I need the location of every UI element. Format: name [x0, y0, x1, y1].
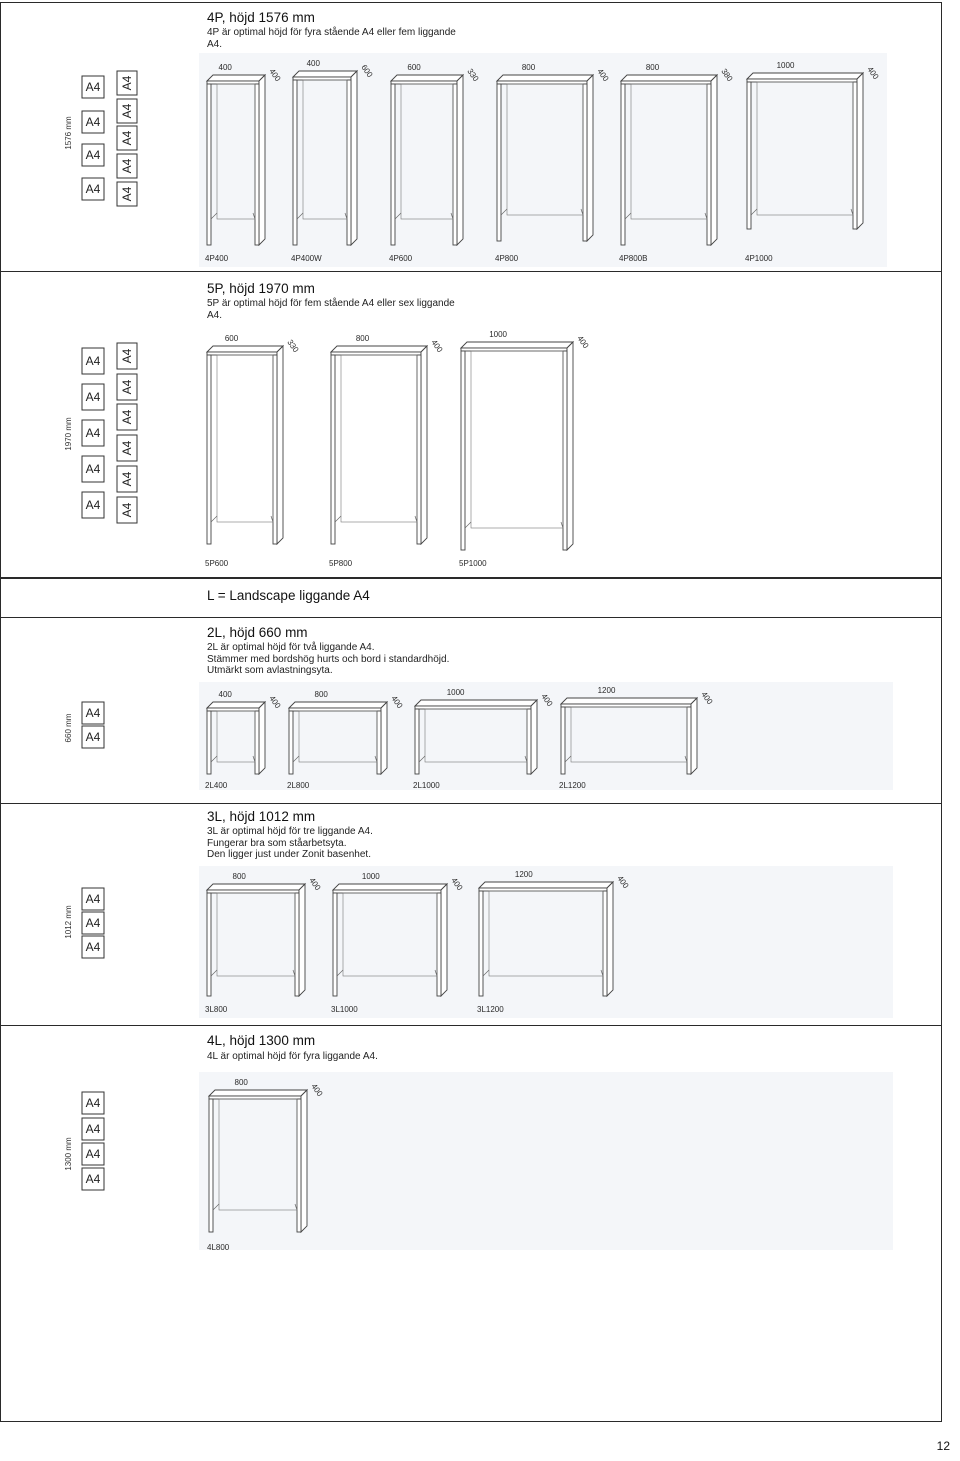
left-panel — [561, 707, 565, 774]
section-2l — [0, 618, 942, 804]
width-label: 800 — [234, 1078, 248, 1087]
top-edge — [207, 708, 259, 711]
right-panel — [255, 711, 259, 774]
side-face — [607, 882, 613, 996]
width-label: 400 — [306, 59, 320, 68]
right-panel — [437, 893, 441, 996]
width-label: 400 — [218, 63, 232, 72]
plinth-lines — [211, 756, 255, 762]
left-panel — [497, 84, 501, 241]
width-label: 1000 — [776, 61, 795, 70]
back-panel — [757, 82, 853, 215]
product-2l1000 — [413, 688, 555, 790]
plinth-lines — [625, 213, 707, 219]
side-face — [857, 73, 863, 229]
section-5p — [0, 272, 942, 578]
depth-label: 330 — [465, 66, 481, 84]
height-label: 1012 mm — [64, 905, 73, 939]
a4-stack-diagram — [64, 888, 104, 958]
figure-5p — [1, 272, 941, 576]
a4-label: A4 — [120, 440, 134, 456]
a4-label: A4 — [85, 498, 101, 512]
plinth-lines — [419, 756, 527, 762]
section-description: 4L är optimal höjd för fyra liggande A4. — [207, 1051, 378, 1062]
left-panel — [747, 82, 751, 229]
a4-label: A4 — [120, 186, 134, 202]
side-face — [421, 346, 427, 544]
right-panel — [255, 84, 259, 245]
depth-label: 400 — [429, 337, 445, 355]
landscape-heading-box — [0, 578, 942, 618]
product-4p400w — [291, 59, 375, 263]
product-4l800 — [207, 1078, 325, 1252]
top-slab — [333, 884, 447, 890]
a4-label: A4 — [85, 426, 101, 440]
top-edge — [497, 81, 587, 84]
right-panel — [687, 707, 691, 774]
landscape-heading: L = Landscape liggande A4 — [207, 588, 370, 603]
left-panel — [289, 711, 293, 774]
a4-stack-diagram — [64, 702, 104, 748]
side-face — [567, 342, 573, 550]
top-slab — [293, 71, 357, 77]
figure-4l — [1, 1026, 941, 1420]
top-slab — [621, 75, 717, 81]
right-panel — [295, 893, 299, 996]
top-slab — [207, 75, 265, 81]
product-drawings — [205, 59, 881, 263]
back-panel — [341, 355, 417, 522]
section-description: 5P är optimal höjd för fem stående A4 eller sex liggande A4. — [207, 298, 455, 321]
side-face — [259, 75, 265, 245]
section-4p — [0, 2, 942, 272]
a4-stack-diagram — [64, 343, 137, 523]
model-code: 3L1200 — [477, 1005, 504, 1014]
a4-label: A4 — [120, 348, 134, 364]
plinth-lines — [483, 970, 603, 976]
left-panel — [209, 1099, 213, 1232]
top-edge — [561, 704, 691, 707]
a4-label: A4 — [120, 158, 134, 174]
model-code: 3L1000 — [331, 1005, 358, 1014]
a4-label: A4 — [85, 892, 101, 906]
width-label: 600 — [407, 63, 421, 72]
side-face — [299, 884, 305, 996]
right-panel — [453, 84, 457, 245]
product-4p800 — [495, 63, 611, 263]
section-title: 2L, höjd 660 mm — [207, 625, 308, 640]
a4-label: A4 — [85, 1122, 101, 1136]
depth-label: 400 — [595, 66, 611, 84]
top-slab — [461, 342, 573, 348]
width-label: 800 — [355, 334, 370, 343]
product-4p600 — [389, 63, 481, 263]
back-panel — [299, 711, 377, 762]
top-edge — [331, 352, 421, 355]
width-label: 600 — [224, 334, 239, 343]
plinth-lines — [213, 1204, 297, 1210]
top-edge — [461, 348, 567, 351]
model-code: 4P800 — [495, 254, 519, 263]
right-panel — [563, 351, 567, 550]
depth-label: 400 — [389, 693, 405, 711]
model-code: 3L800 — [205, 1005, 228, 1014]
section-description: 2L är optimal höjd för två liggande A4. Stämmer med bordshög hurts och bord i standardhöjd. Utmärkt som avlastningsyta. — [207, 642, 450, 676]
a4-label: A4 — [85, 115, 101, 129]
product-3l1000 — [331, 872, 465, 1014]
top-edge — [747, 79, 857, 82]
back-panel — [425, 709, 527, 762]
top-slab — [207, 702, 265, 708]
product-drawings — [205, 870, 631, 1014]
a4-label: A4 — [85, 80, 101, 94]
plinth-lines — [211, 516, 273, 522]
top-edge — [415, 706, 531, 709]
side-face — [691, 698, 697, 774]
side-face — [381, 702, 387, 774]
side-face — [711, 75, 717, 245]
top-edge — [621, 81, 711, 84]
top-slab — [479, 882, 613, 888]
figure-3l — [1, 804, 941, 1024]
side-face — [259, 702, 265, 774]
page-number: 12 — [936, 1439, 950, 1453]
width-label: 400 — [218, 690, 232, 699]
back-panel — [219, 1099, 297, 1210]
left-panel — [479, 891, 483, 996]
a4-label: A4 — [85, 916, 101, 930]
top-edge — [209, 1096, 301, 1099]
a4-label: A4 — [120, 379, 134, 395]
product-drawings — [205, 686, 715, 790]
depth-label: 400 — [309, 1081, 325, 1099]
a4-label: A4 — [85, 390, 101, 404]
a4-stack-diagram — [64, 71, 137, 206]
left-panel — [461, 351, 465, 550]
side-face — [441, 884, 447, 996]
product-2l400 — [205, 690, 283, 790]
left-panel — [621, 84, 625, 245]
side-face — [277, 346, 283, 544]
width-label: 800 — [232, 872, 246, 881]
figure-2l — [1, 618, 941, 802]
a4-label: A4 — [85, 706, 101, 720]
section-3l — [0, 804, 942, 1026]
plinth-lines — [751, 209, 853, 215]
width-label: 1200 — [514, 870, 533, 879]
left-panel — [331, 355, 335, 544]
left-panel — [207, 711, 211, 774]
top-slab — [207, 346, 283, 352]
section-title: 4P, höjd 1576 mm — [207, 10, 315, 25]
top-slab — [415, 700, 537, 706]
depth-label: 400 — [307, 875, 323, 893]
left-panel — [415, 709, 419, 774]
depth-label: 400 — [865, 64, 881, 82]
a4-label: A4 — [120, 502, 134, 518]
model-code: 4P1000 — [745, 254, 773, 263]
right-panel — [853, 82, 857, 229]
section-description: 4P är optimal höjd för fyra stående A4 eller fem liggande A4. — [207, 27, 456, 50]
top-slab — [497, 75, 593, 81]
top-edge — [207, 81, 259, 84]
a4-label: A4 — [85, 462, 101, 476]
top-edge — [391, 81, 457, 84]
back-panel — [217, 355, 273, 522]
depth-label: 400 — [699, 689, 715, 707]
model-code: 2L1000 — [413, 781, 440, 790]
section-title: 4L, höjd 1300 mm — [207, 1033, 316, 1048]
right-panel — [583, 84, 587, 241]
a4-label: A4 — [85, 1096, 101, 1110]
model-code: 2L800 — [287, 781, 310, 790]
back-panel — [343, 893, 437, 976]
a4-label: A4 — [85, 182, 101, 196]
left-panel — [207, 893, 211, 996]
a4-label: A4 — [85, 940, 101, 954]
back-panel — [489, 891, 603, 976]
product-4p1000 — [745, 61, 881, 263]
side-face — [351, 71, 357, 245]
model-code: 4P400 — [205, 254, 229, 263]
plinth-lines — [337, 970, 437, 976]
back-panel — [217, 711, 255, 762]
a4-label: A4 — [85, 1172, 101, 1186]
plinth-lines — [501, 209, 583, 215]
top-slab — [289, 702, 387, 708]
back-panel — [507, 84, 583, 215]
back-panel — [217, 893, 295, 976]
section-title: 3L, höjd 1012 mm — [207, 809, 316, 824]
model-code: 4P800B — [619, 254, 648, 263]
back-panel — [303, 80, 347, 219]
figure-4p — [1, 3, 941, 271]
section-title: 5P, höjd 1970 mm — [207, 281, 315, 296]
back-panel — [401, 84, 453, 219]
back-panel — [571, 707, 687, 762]
back-panel — [471, 351, 563, 528]
product-5p1000 — [459, 330, 591, 568]
top-slab — [207, 884, 305, 890]
side-face — [301, 1090, 307, 1232]
depth-label: 400 — [575, 333, 591, 351]
a4-label: A4 — [120, 103, 134, 119]
a4-stack-diagram — [64, 1092, 104, 1190]
width-label: 800 — [645, 63, 660, 72]
width-label: 800 — [314, 690, 328, 699]
top-edge — [207, 352, 277, 355]
width-label: 1200 — [597, 686, 616, 695]
plinth-lines — [297, 213, 347, 219]
depth-label: 400 — [539, 691, 555, 709]
a4-label: A4 — [85, 148, 101, 162]
back-panel — [217, 84, 255, 219]
model-code: 5P800 — [329, 559, 353, 568]
product-4p800b — [619, 63, 735, 263]
plinth-lines — [465, 522, 563, 528]
model-code: 4P400W — [291, 254, 322, 263]
top-edge — [293, 77, 351, 80]
a4-label: A4 — [85, 1147, 101, 1161]
left-panel — [391, 84, 395, 245]
plinth-lines — [293, 756, 377, 762]
product-4p400 — [205, 63, 283, 263]
depth-label: 330 — [285, 337, 301, 355]
side-face — [531, 700, 537, 774]
depth-label: 400 — [615, 873, 631, 891]
a4-label: A4 — [120, 130, 134, 146]
product-2l1200 — [559, 686, 715, 790]
right-panel — [273, 355, 277, 544]
section-4l — [0, 1026, 942, 1422]
left-panel — [207, 84, 211, 245]
top-edge — [479, 888, 607, 891]
right-panel — [297, 1099, 301, 1232]
top-edge — [207, 890, 299, 893]
top-slab — [561, 698, 697, 704]
top-slab — [391, 75, 463, 81]
model-code: 5P600 — [205, 559, 229, 568]
product-3l800 — [205, 872, 323, 1014]
right-panel — [527, 709, 531, 774]
height-label: 1576 mm — [64, 116, 73, 150]
section-description: 3L är optimal höjd för tre liggande A4. Fungerar bra som ståarbetsyta. Den ligger just under Zonit basenhet. — [207, 826, 373, 860]
a4-label: A4 — [120, 409, 134, 425]
width-label: 1000 — [489, 330, 507, 339]
right-panel — [707, 84, 711, 245]
right-panel — [347, 80, 351, 245]
product-5p600 — [205, 334, 301, 568]
model-code: 4P600 — [389, 254, 413, 263]
side-face — [587, 75, 593, 241]
a4-label: A4 — [85, 354, 101, 368]
plinth-lines — [335, 516, 417, 522]
top-slab — [209, 1090, 307, 1096]
plinth-lines — [211, 213, 255, 219]
depth-label: 400 — [267, 66, 283, 84]
left-panel — [293, 80, 297, 245]
a4-label: A4 — [120, 75, 134, 91]
right-panel — [377, 711, 381, 774]
depth-label: 400 — [267, 693, 283, 711]
width-label: 1000 — [446, 688, 465, 697]
left-panel — [207, 355, 211, 544]
plinth-lines — [211, 970, 295, 976]
height-label: 1300 mm — [64, 1137, 73, 1171]
a4-label: A4 — [85, 730, 101, 744]
a4-label: A4 — [120, 471, 134, 487]
product-drawings — [205, 330, 591, 568]
top-slab — [331, 346, 427, 352]
depth-label: 400 — [449, 875, 465, 893]
model-code: 2L400 — [205, 781, 228, 790]
product-2l800 — [287, 690, 405, 790]
back-panel — [631, 84, 707, 219]
side-face — [457, 75, 463, 245]
model-code: 4L800 — [207, 1243, 230, 1252]
top-edge — [333, 890, 441, 893]
right-panel — [603, 891, 607, 996]
right-panel — [417, 355, 421, 544]
product-drawings — [207, 1078, 325, 1252]
left-panel — [333, 893, 337, 996]
plinth-lines — [395, 213, 453, 219]
width-label: 1000 — [361, 872, 380, 881]
depth-label: 380 — [719, 66, 735, 84]
top-slab — [747, 73, 863, 79]
top-edge — [289, 708, 381, 711]
product-3l1200 — [477, 870, 631, 1014]
depth-label: 600 — [359, 62, 375, 80]
product-5p800 — [329, 334, 445, 568]
model-code: 5P1000 — [459, 559, 487, 568]
height-label: 1970 mm — [64, 417, 73, 451]
model-code: 2L1200 — [559, 781, 586, 790]
plinth-lines — [565, 756, 687, 762]
height-label: 660 mm — [64, 713, 73, 743]
width-label: 800 — [521, 63, 536, 72]
